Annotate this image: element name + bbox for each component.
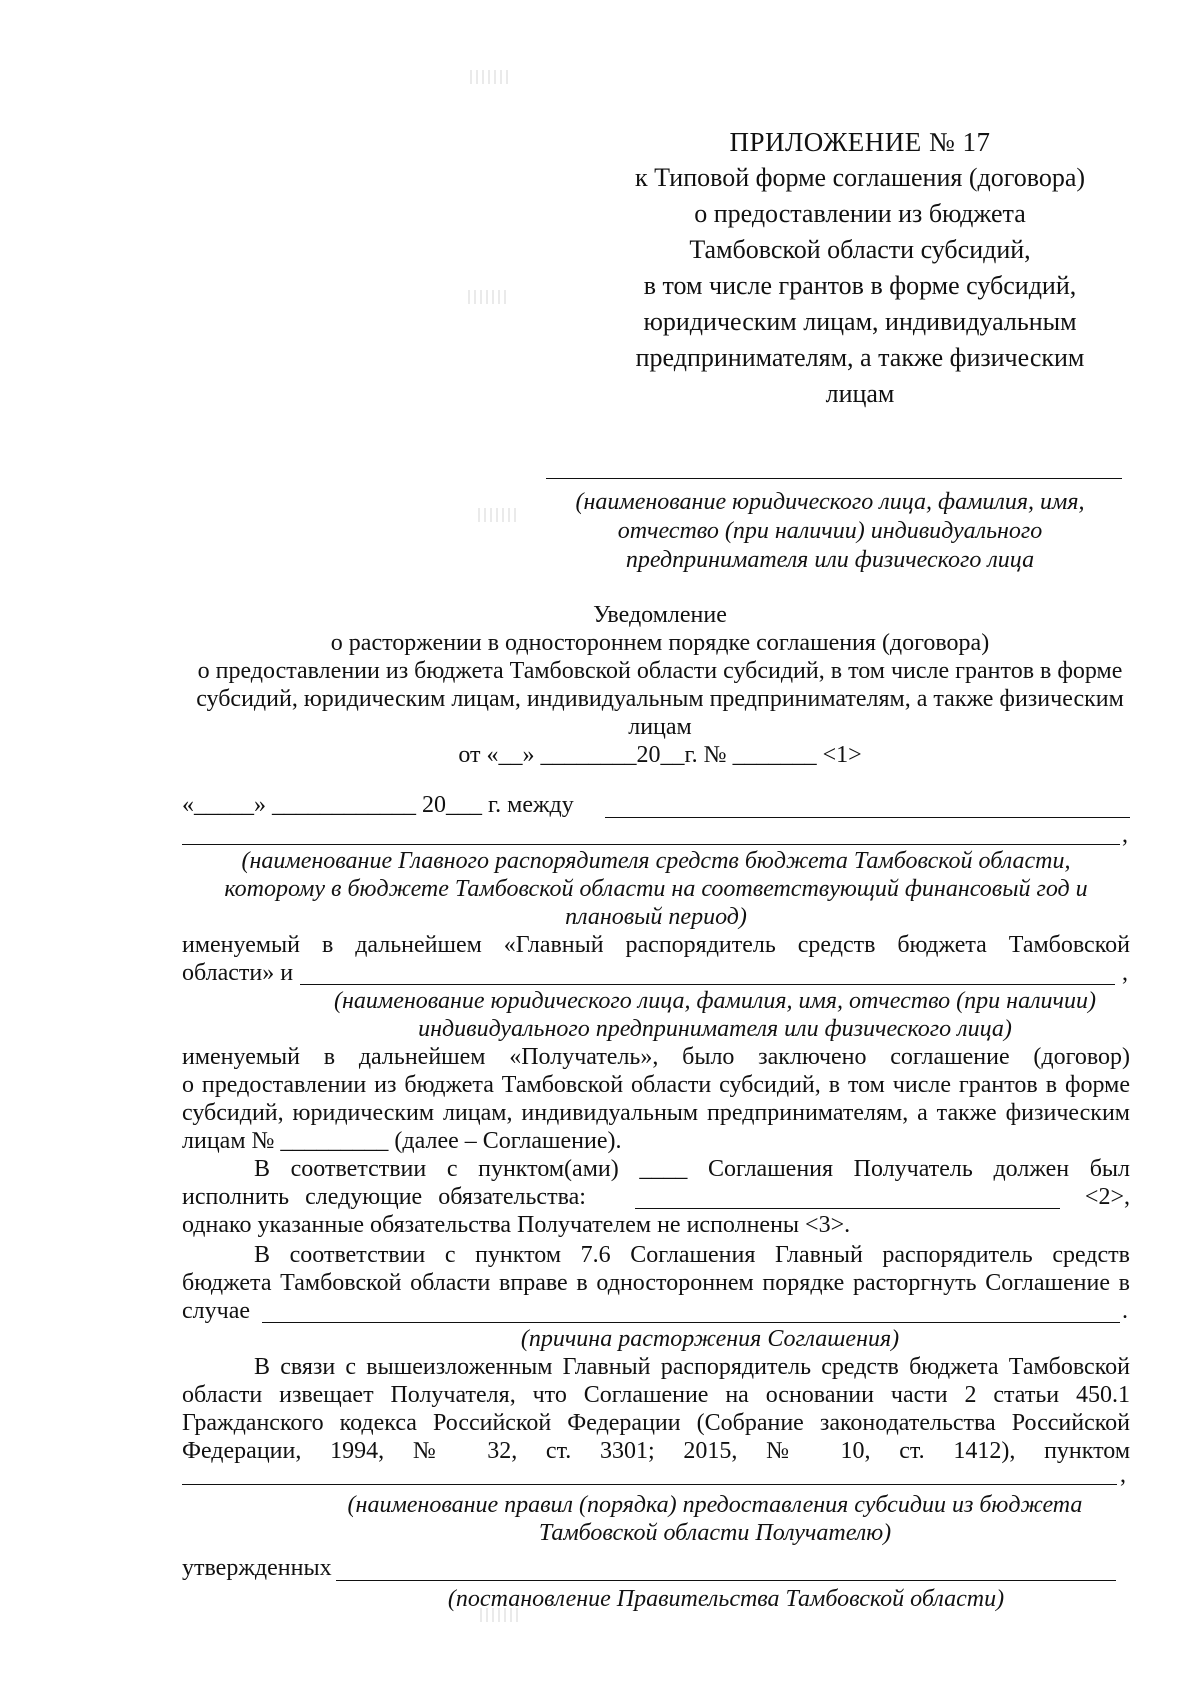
appendix-title: ПРИЛОЖЕНИЕ № 17 xyxy=(729,127,991,157)
rules-caption-line: (наименование правил (порядка) предоставления субсидии из бюджета xyxy=(347,1492,1083,1518)
addressee-blank-line xyxy=(546,478,1122,479)
obligations-line: В соответствии с пунктом(ами) ____ Соглашения Получатель должен был xyxy=(254,1156,1130,1182)
scan-speck xyxy=(468,290,508,304)
obligations-footnote: <2>, xyxy=(1084,1184,1130,1210)
notify-line: Гражданского кодекса Российской Федерации (Собрание законодательства Российской xyxy=(182,1410,1130,1436)
termination-line: бюджета Тамбовской области вправе в одностороннем порядке расторгнуть Соглашение в xyxy=(182,1270,1130,1296)
termination-line: случае xyxy=(182,1298,251,1324)
named-manager-line: области» и xyxy=(182,960,294,986)
main-manager-caption-line: плановый период) xyxy=(565,904,747,930)
notice-date-line: от «__» ________20__г. № _______ <1> xyxy=(458,742,862,768)
appendix-line: о предоставлении из бюджета xyxy=(694,199,1026,228)
notify-line: В связи с вышеизложенным Главный распорядитель средств бюджета Тамбовской xyxy=(254,1354,1130,1380)
addressee-caption-line: предпринимателя или физического лица xyxy=(625,547,1035,573)
rules-blank-line xyxy=(182,1484,1117,1485)
notice-line: о предоставлении из бюджета Тамбовской области субсидий, в том числе грантов в форме xyxy=(197,658,1123,684)
recipient-para-line: субсидий, юридическим лицам, индивидуальным предпринимателям, а также физическим xyxy=(182,1100,1130,1126)
scan-speck xyxy=(478,508,518,522)
main-manager-blank-line xyxy=(605,817,1130,818)
resolution-caption: (постановление Правительства Тамбовской области) xyxy=(447,1586,1005,1612)
appendix-line: предпринимателям, а также физическим xyxy=(635,343,1085,372)
main-manager-blank-line xyxy=(182,844,1120,845)
notice-line: лицам xyxy=(628,714,692,740)
recipient-caption-line: (наименование юридического лица, фамилия, имя, отчество (при наличии) xyxy=(334,988,1096,1014)
notify-line: Федерации, 1994, № 32, ст. 3301; 2015, № 10, ст. 1412), пунктом xyxy=(182,1438,1130,1464)
obligations-line: исполнить следующие обязательства: xyxy=(182,1184,586,1210)
main-manager-caption-line: (наименование Главного распорядителя средств бюджета Тамбовской области, xyxy=(241,848,1071,874)
recipient-para-line: именуемый в дальнейшем «Получатель», было заключено соглашение (договор) xyxy=(182,1044,1130,1070)
addressee-caption-line: (наименование юридического лица, фамилия, имя, xyxy=(575,489,1085,515)
scan-speck xyxy=(470,70,510,84)
termination-line: В соответствии с пунктом 7.6 Соглашения Главный распорядитель средств xyxy=(254,1242,1130,1268)
comma: , xyxy=(1122,960,1128,986)
obligations-blank-line xyxy=(635,1208,1060,1209)
recipient-para-line: о предоставлении из бюджета Тамбовской области субсидий, в том числе грантов в форме xyxy=(182,1072,1130,1098)
appendix-line: в том числе грантов в форме субсидий, xyxy=(643,271,1077,300)
obligations-line: однако указанные обязательства Получателем не исполнены <3>. xyxy=(182,1212,851,1238)
recipient-caption-line: индивидуального предпринимателя или физического лица) xyxy=(418,1016,1012,1042)
recipient-para-line: лицам № _________ (далее – Соглашение). xyxy=(182,1128,622,1154)
rules-caption-line: Тамбовской области Получателю) xyxy=(538,1520,892,1546)
notice-line: о расторжении в одностороннем порядке соглашения (договора) xyxy=(330,630,990,656)
appendix-line: к Типовой форме соглашения (договора) xyxy=(634,163,1086,192)
recipient-blank-line xyxy=(300,984,1115,985)
named-manager-line: именуемый в дальнейшем «Главный распорядитель средств бюджета Тамбовской xyxy=(182,932,1130,958)
notice-line: субсидий, юридическим лицам, индивидуальным предпринимателям, а также физическим xyxy=(196,686,1124,712)
appendix-line: лицам xyxy=(825,379,895,408)
comma: , xyxy=(1122,822,1128,848)
period: . xyxy=(1122,1298,1128,1324)
appendix-line: Тамбовской области субсидий, xyxy=(689,235,1031,264)
approved-label: утвержденных xyxy=(182,1555,332,1581)
agreement-date-between: «_____» ____________ 20___ г. между xyxy=(182,792,574,818)
comma: , xyxy=(1120,1462,1126,1488)
appendix-header xyxy=(600,124,1120,412)
resolution-blank-line xyxy=(336,1580,1116,1581)
appendix-line: юридическим лицам, индивидуальным xyxy=(643,307,1077,336)
notify-line: области извещает Получателя, что Соглашение на основании части 2 статьи 450.1 xyxy=(182,1382,1130,1408)
reason-caption: (причина расторжения Соглашения) xyxy=(520,1326,900,1352)
main-manager-caption-line: которому в бюджете Тамбовской области на соответствующий финансовый год и xyxy=(224,876,1088,902)
reason-blank-line xyxy=(262,1322,1120,1323)
addressee-caption-line: отчество (при наличии) индивидуального xyxy=(617,518,1043,544)
notice-title: Уведомление xyxy=(593,602,727,628)
